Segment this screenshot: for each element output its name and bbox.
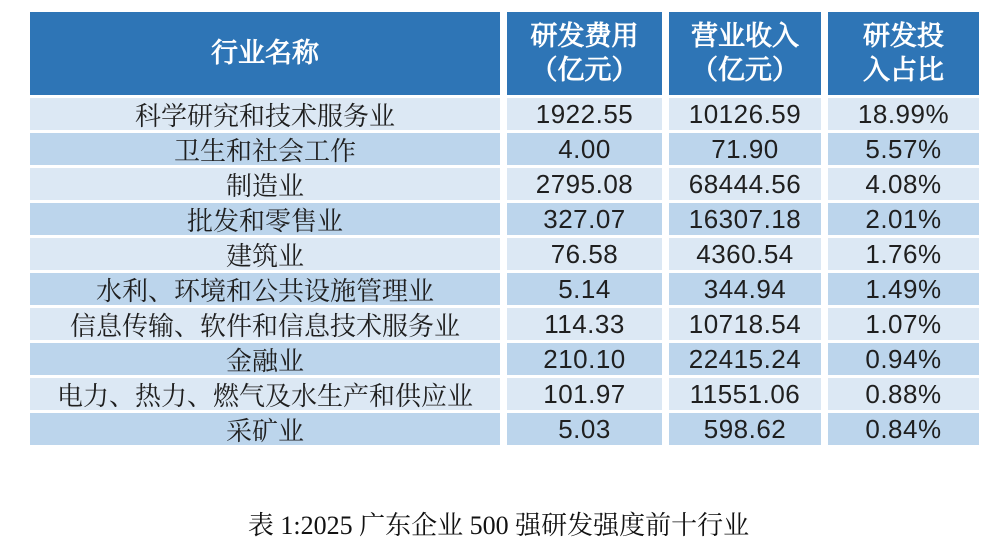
cell-industry: 信息传输、软件和信息技术服务业 bbox=[30, 308, 500, 340]
header-rd-line1: 研发费用 bbox=[530, 20, 639, 51]
cell-industry: 水利、环境和公共设施管理业 bbox=[30, 273, 500, 305]
rd-intensity-table bbox=[30, 12, 979, 445]
cell-rd-expense: 76.58 bbox=[507, 238, 662, 270]
cell-ratio: 1.07% bbox=[828, 308, 979, 340]
cell-revenue: 598.62 bbox=[669, 413, 821, 445]
cell-industry: 金融业 bbox=[30, 343, 500, 375]
cell-ratio: 0.84% bbox=[828, 413, 979, 445]
cell-rd-expense: 5.03 bbox=[507, 413, 662, 445]
cell-revenue: 16307.18 bbox=[669, 203, 821, 235]
cell-rd-expense: 327.07 bbox=[507, 203, 662, 235]
cell-revenue: 344.94 bbox=[669, 273, 821, 305]
header-cell-rd-expense bbox=[507, 12, 662, 95]
cell-revenue: 22415.24 bbox=[669, 343, 821, 375]
header-cell-revenue bbox=[669, 12, 821, 95]
cell-revenue: 10718.54 bbox=[669, 308, 821, 340]
cell-ratio: 18.99% bbox=[828, 98, 979, 130]
cell-ratio: 0.88% bbox=[828, 378, 979, 410]
header-industry-line1: 行业名称 bbox=[211, 37, 319, 68]
header-ratio-line2: 入占比 bbox=[863, 54, 944, 85]
cell-rd-expense: 4.00 bbox=[507, 133, 662, 165]
cell-industry: 批发和零售业 bbox=[30, 203, 500, 235]
cell-ratio: 4.08% bbox=[828, 168, 979, 200]
cell-industry: 采矿业 bbox=[30, 413, 500, 445]
cell-revenue: 4360.54 bbox=[669, 238, 821, 270]
cell-rd-expense: 210.10 bbox=[507, 343, 662, 375]
cell-industry: 科学研究和技术服务业 bbox=[30, 98, 500, 130]
cell-industry: 建筑业 bbox=[30, 238, 500, 270]
cell-ratio: 0.94% bbox=[828, 343, 979, 375]
header-cell-industry bbox=[30, 12, 500, 95]
cell-ratio: 2.01% bbox=[828, 203, 979, 235]
cell-industry: 制造业 bbox=[30, 168, 500, 200]
cell-revenue: 68444.56 bbox=[669, 168, 821, 200]
header-rd-line2: （亿元） bbox=[530, 54, 639, 85]
cell-rd-expense: 2795.08 bbox=[507, 168, 662, 200]
header-revenue-line2: （亿元） bbox=[691, 54, 799, 85]
cell-ratio: 5.57% bbox=[828, 133, 979, 165]
table-caption: 表 1:2025 广东企业 500 强研发强度前十行业 bbox=[247, 511, 750, 540]
header-revenue-line1: 营业收入 bbox=[691, 20, 799, 51]
cell-ratio: 1.49% bbox=[828, 273, 979, 305]
cell-rd-expense: 101.97 bbox=[507, 378, 662, 410]
cell-rd-expense: 114.33 bbox=[507, 308, 662, 340]
cell-rd-expense: 5.14 bbox=[507, 273, 662, 305]
header-ratio-line1: 研发投 bbox=[863, 20, 944, 51]
cell-ratio: 1.76% bbox=[828, 238, 979, 270]
cell-industry: 电力、热力、燃气及水生产和供应业 bbox=[30, 378, 500, 410]
cell-revenue: 11551.06 bbox=[669, 378, 821, 410]
cell-rd-expense: 1922.55 bbox=[507, 98, 662, 130]
cell-revenue: 71.90 bbox=[669, 133, 821, 165]
cell-revenue: 10126.59 bbox=[669, 98, 821, 130]
cell-industry: 卫生和社会工作 bbox=[30, 133, 500, 165]
header-cell-ratio bbox=[828, 12, 979, 95]
